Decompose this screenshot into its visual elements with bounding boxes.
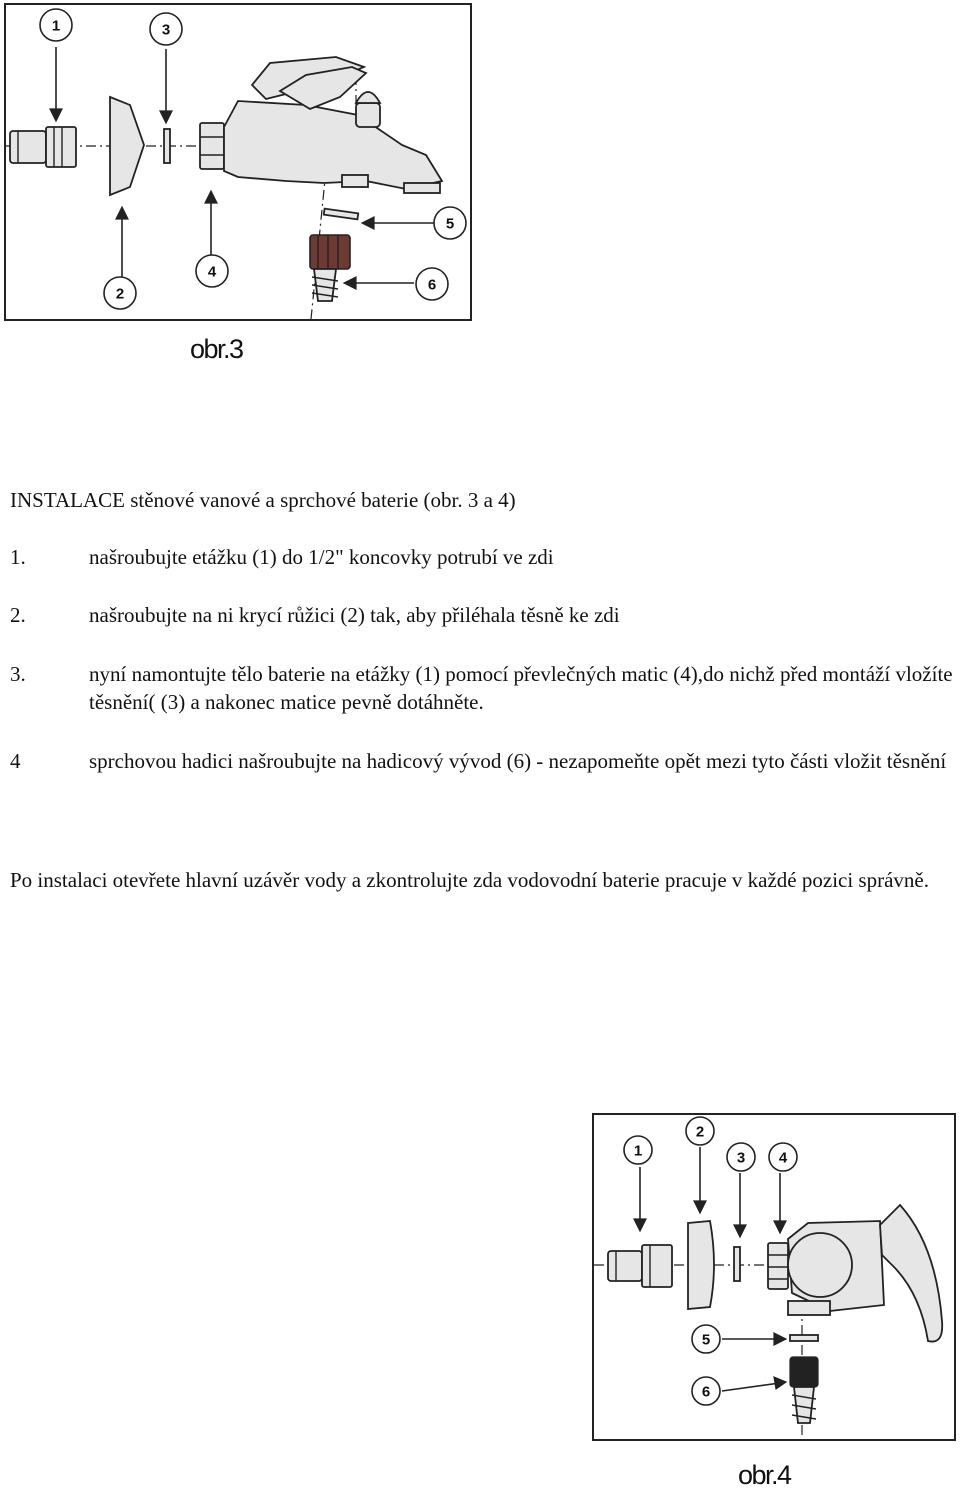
final-instruction: Po instalaci otevřete hlavní uzávěr vody a zkontrolujte zda vodovodní baterie pracuje v každé pozici správně. (10, 868, 929, 892)
callout-3 (150, 13, 182, 45)
figure-4-caption: obr.4 (738, 1460, 791, 1490)
hose-outlet-part (790, 1357, 818, 1423)
wall-connector-part (10, 127, 76, 167)
svg-text:5: 5 (701, 1331, 711, 1349)
callout-5 (692, 1325, 720, 1353)
figure-3-drawing (6, 5, 470, 319)
svg-text:5: 5 (445, 215, 455, 233)
mixer-body-part (224, 57, 442, 193)
instructions-title: INSTALACE stěnové vanové a sprchové baterie (obr. 3 a 4) (10, 488, 516, 512)
step-number: 2. (10, 603, 26, 627)
svg-text:1: 1 (51, 17, 61, 35)
callout-1 (40, 9, 72, 41)
callout-3 (727, 1143, 755, 1171)
instruction-step-4 (10, 747, 958, 775)
arrow-to-part-6 (722, 1383, 780, 1391)
instruction-step-3 (10, 660, 958, 716)
callout-5 (434, 207, 466, 239)
figure-3-caption: obr.3 (190, 334, 243, 364)
union-nut-part (200, 123, 224, 169)
figure-3-exploded-diagram (4, 3, 472, 321)
svg-text:2: 2 (115, 285, 125, 303)
step-text: našroubujte etážku (1) do 1/2" koncovky potrubí ve zdi (89, 545, 554, 569)
svg-text:4: 4 (778, 1149, 788, 1167)
outlet-gasket-part (790, 1335, 818, 1341)
callout-1 (624, 1136, 652, 1164)
figure-4-exploded-diagram (592, 1113, 956, 1441)
cover-rosette-part (110, 97, 144, 195)
figure-4-drawing (594, 1115, 954, 1439)
gasket-part (734, 1247, 740, 1281)
step-text: nyní namontujte tělo baterie na etážky (1) pomocí převlečných matic (4),do nichž před montáží vložíte těsnění( (3) a nakonec matice pevně dotáhněte. (89, 662, 953, 714)
callout-4 (769, 1143, 797, 1171)
gasket-part (164, 129, 170, 163)
step-number: 4 (10, 749, 21, 773)
outlet-gasket-part (324, 209, 359, 220)
step-number: 3. (10, 662, 26, 686)
callout-4 (196, 255, 228, 287)
hose-outlet-part (310, 235, 350, 301)
instruction-step-2 (10, 601, 958, 629)
union-nut-part (768, 1243, 788, 1289)
svg-text:3: 3 (736, 1149, 746, 1167)
callout-6 (692, 1377, 720, 1405)
svg-text:6: 6 (701, 1383, 711, 1401)
svg-text:2: 2 (695, 1123, 705, 1141)
cover-rosette-part (688, 1221, 714, 1309)
callout-2 (686, 1117, 714, 1145)
wall-connector-part (608, 1245, 672, 1287)
callout-6 (416, 268, 448, 300)
svg-text:3: 3 (161, 21, 171, 39)
step-number: 1. (10, 545, 26, 569)
step-text: našroubujte na ni krycí růžici (2) tak, aby přiléhala těsně ke zdi (89, 603, 620, 627)
svg-text:6: 6 (427, 276, 437, 294)
svg-text:1: 1 (633, 1142, 643, 1160)
mixer-body-part (788, 1205, 942, 1342)
svg-text:4: 4 (207, 263, 217, 281)
step-text: sprchovou hadici našroubujte na hadicový vývod (6) - nezapomeňte opět mezi tyto části vložit těsnění (89, 749, 947, 773)
callout-2 (104, 277, 136, 309)
instruction-step-1 (10, 543, 958, 571)
